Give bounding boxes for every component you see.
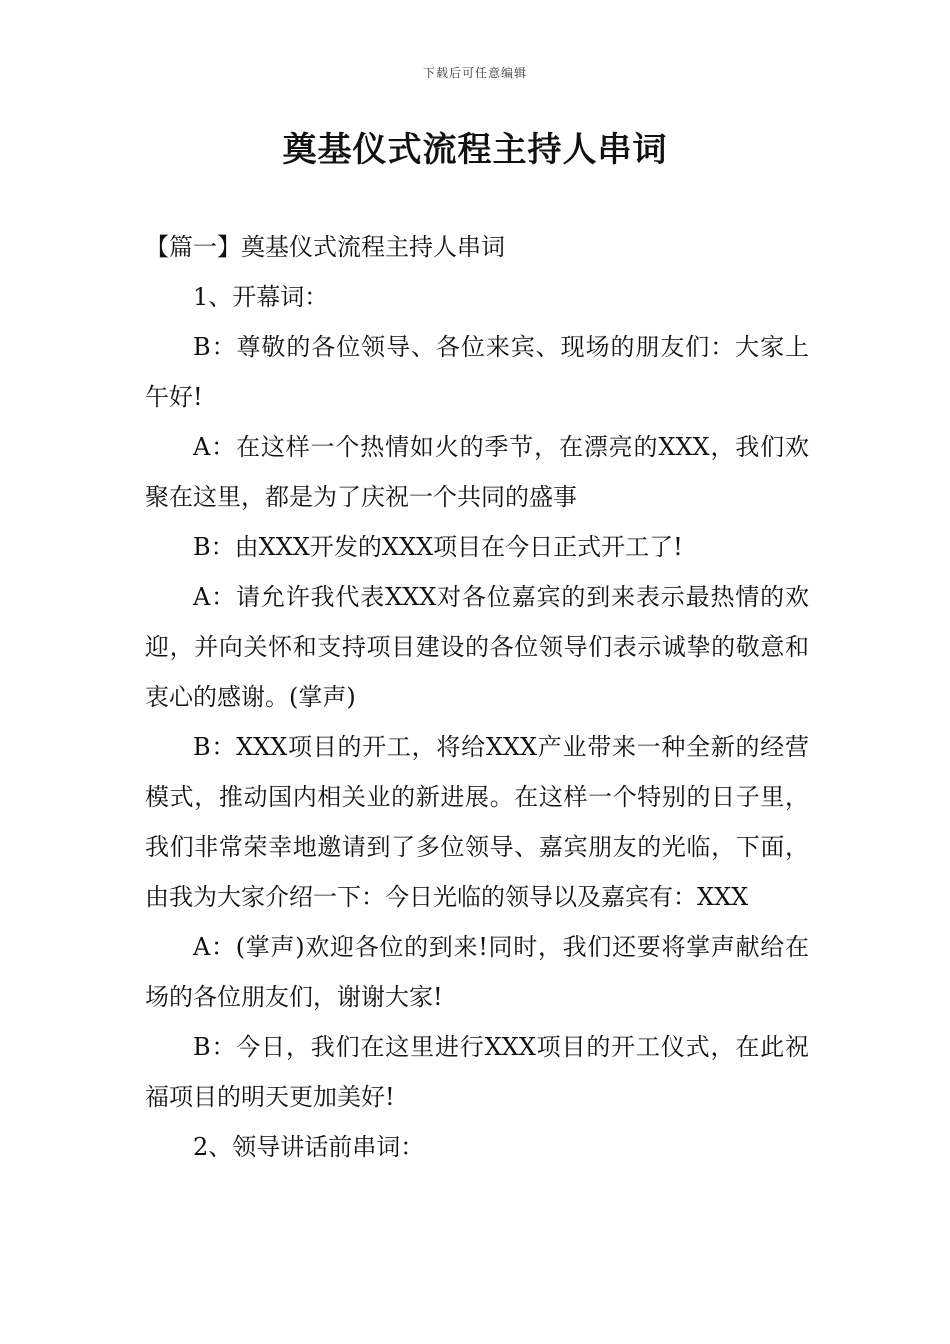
- paragraph: B：尊敬的各位领导、各位来宾、现场的朋友们：大家上午好!: [145, 333, 809, 411]
- document-title: 奠基仪式流程主持人串词: [282, 130, 668, 170]
- paragraph: A：(掌声)欢迎各位的到来!同时，我们还要将掌声献给在场的各位朋友们，谢谢大家!: [145, 933, 809, 1011]
- item-heading-opening: 1、开幕词：: [193, 283, 329, 311]
- header-note: 下载后可任意编辑: [422, 66, 527, 80]
- item-heading-leader-speech: 2、领导讲话前串词：: [193, 1133, 425, 1161]
- paragraph: A：在这样一个热情如火的季节，在漂亮的XXX，我们欢聚在这里，都是为了庆祝一个共同的盛事: [145, 433, 809, 511]
- paragraph: B：XXX项目的开工，将给XXX产业带来一种全新的经营模式，推动国内相关业的新进展。在这样一个特别的日子里，我们非常荣幸地邀请到了多位领导、嘉宾朋友的光临，下面，由我为大家介绍一下：今日光临的领导以及嘉宾有：XXX: [145, 733, 809, 911]
- paragraph: A：请允许我代表XXX对各位嘉宾的到来表示最热情的欢迎，并向关怀和支持项目建设的各位领导们表示诚挚的敬意和衷心的感谢。(掌声): [145, 583, 809, 711]
- section-heading: 【篇一】奠基仪式流程主持人串词: [145, 233, 505, 261]
- paragraph: B：由XXX开发的XXX项目在今日正式开工了!: [193, 533, 683, 561]
- paragraph: B：今日，我们在这里进行XXX项目的开工仪式，在此祝福项目的明天更加美好!: [145, 1033, 809, 1111]
- document-body: [145, 222, 809, 1172]
